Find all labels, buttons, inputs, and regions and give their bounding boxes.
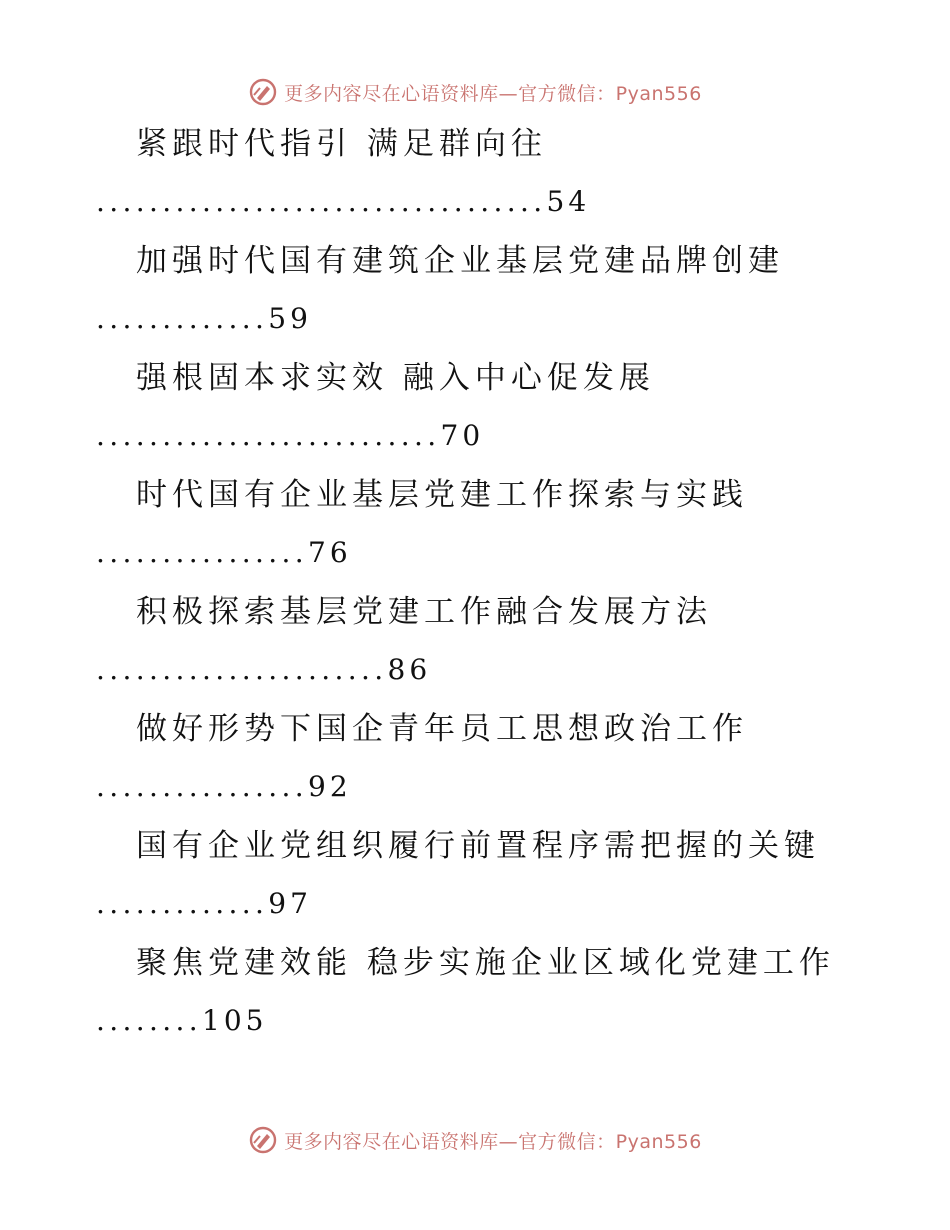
toc-entry[interactable] (0, 937, 950, 1054)
watermark-text: 更多内容尽在心语资料库—官方微信： (284, 82, 616, 105)
toc-entry[interactable] (0, 352, 950, 469)
toc-entry-title: 聚焦党建效能 稳步实施企业区域化党建工作 (136, 945, 835, 981)
toc-leader-line (96, 652, 431, 688)
toc-dot-leader: .......................... (96, 419, 441, 452)
toc-dot-leader: ................ (96, 770, 309, 803)
toc-leader-line (96, 886, 312, 922)
toc-entry-title: 时代国有企业基层党建工作探索与实践 (136, 477, 748, 513)
toc-entry-title: 做好形势下国企青年员工思想政治工作 (136, 711, 748, 747)
toc-page-number: 76 (308, 536, 352, 569)
toc-entry[interactable] (0, 235, 950, 352)
toc-entry[interactable] (0, 703, 950, 820)
toc-dot-leader: ...................... (96, 653, 388, 686)
toc-page-number: 59 (268, 302, 312, 335)
toc-page-number: 105 (202, 1004, 268, 1037)
toc-entry[interactable] (0, 118, 950, 235)
toc-dot-leader: ................ (96, 536, 309, 569)
pen-nib-circle-icon (248, 77, 278, 107)
toc-entry[interactable] (0, 586, 950, 703)
watermark-id: Pyan556 (615, 1130, 702, 1153)
toc-entry-title: 加强时代国有建筑企业基层党建品牌创建 (136, 243, 784, 279)
toc-dot-leader: ............. (96, 302, 269, 335)
toc-dot-leader: ............. (96, 887, 269, 920)
table-of-contents (0, 118, 950, 1054)
header-watermark (0, 72, 950, 112)
toc-entry[interactable] (0, 820, 950, 937)
toc-page-number: 70 (440, 419, 485, 452)
toc-page-number: 92 (308, 770, 352, 803)
toc-entry-title: 积极探索基层党建工作融合发展方法 (136, 594, 712, 630)
toc-entry-title: 强根固本求实效 融入中心促发展 (136, 360, 655, 396)
footer-watermark (0, 1120, 950, 1160)
toc-leader-line (96, 1003, 267, 1039)
toc-page-number: 54 (546, 185, 591, 218)
toc-page-number: 97 (268, 887, 312, 920)
toc-dot-leader: .................................. (96, 185, 547, 218)
toc-leader-line (96, 301, 312, 337)
toc-dot-leader: ........ (96, 1004, 203, 1037)
toc-entry-title: 国有企业党组织履行前置程序需把握的关键 (136, 828, 820, 864)
watermark-id: Pyan556 (615, 82, 702, 105)
watermark-text: 更多内容尽在心语资料库—官方微信： (284, 1130, 616, 1153)
toc-leader-line (96, 535, 352, 571)
pen-nib-circle-icon (248, 1125, 278, 1155)
toc-leader-line (96, 418, 484, 454)
toc-leader-line (96, 184, 590, 220)
toc-entry-title: 紧跟时代指引 满足群向往 (136, 126, 547, 162)
toc-leader-line (96, 769, 352, 805)
toc-entry[interactable] (0, 469, 950, 586)
toc-page-number: 86 (387, 653, 432, 686)
